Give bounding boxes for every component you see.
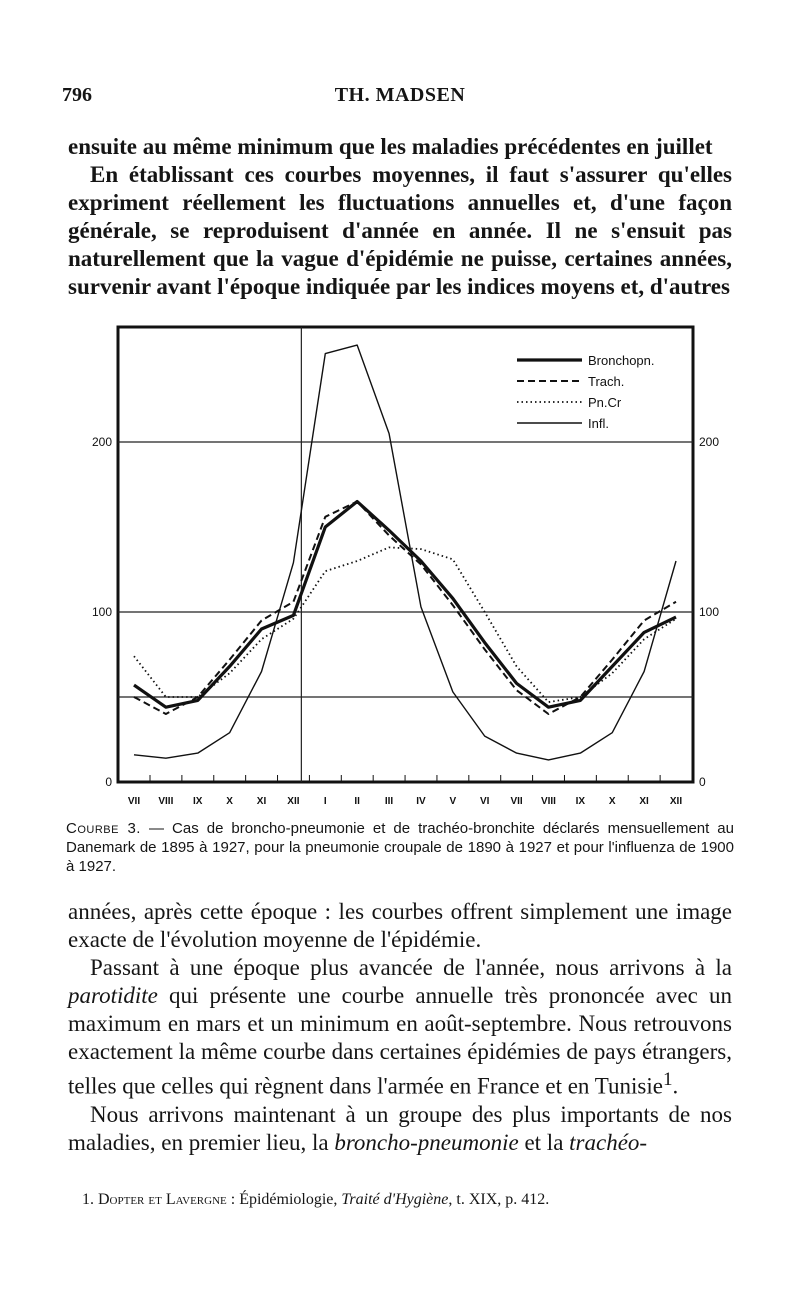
footnote-number: 1. (82, 1191, 94, 1208)
x-tick-label: IV (416, 796, 426, 807)
legend-label-3: Pn.Cr (588, 395, 622, 410)
p2-tail: . (672, 1073, 679, 1099)
x-tick-label: XII (287, 796, 300, 807)
legend-label-1: Bronchopn. (588, 353, 655, 368)
legend-label-2: Trach. (588, 374, 625, 389)
bottom-paragraph-2 (68, 954, 732, 1101)
caption-text: — Cas de broncho-pneumonie et de trachéo-bronchite déclarés mensuellement au Danemark de 1895 à 1927, pour la pneumonie croupale de 1890 à 1927 et pour l'influenza de 1900 à 1927. (66, 820, 734, 875)
p2-start: Passant à une époque plus avancée de l'année, nous arrivons à la (90, 955, 732, 980)
x-tick-label: VIII (158, 796, 174, 807)
seasonal-curves-chart (0, 310, 800, 815)
y-tick-right-200: 200 (699, 435, 720, 449)
x-tick-label: XII (669, 796, 683, 807)
footnote-sep: : Épidémiologie, (226, 1191, 342, 1208)
p2-end: qui présente une courbe annuelle très prononcée avec un maximum en mars et un minimum en août-septembre. Nous retrouvons exactement la même courbe dans certaines épidémies de pays étrangers, telles que celles qui règnent dans l'armée en France et en Tunisie (68, 983, 732, 1099)
y-tick-left-0: 0 (105, 775, 112, 789)
p3-term-2: trachéo- (569, 1129, 648, 1155)
footnote-authors: Dopter et Lavergne (98, 1191, 227, 1208)
x-tick-label: IX (575, 796, 586, 807)
top-paragraph-1: ensuite au même minimum que les maladies précédentes en juillet (68, 134, 713, 159)
p3-start: Nous arrivons maintenant à un groupe des plus importants de nos maladies, en premier lieu, la (68, 1101, 732, 1155)
footnote (82, 1191, 722, 1209)
bottom-text (68, 898, 732, 1157)
p2-term: parotidite (68, 983, 158, 1008)
legend-label-4: Infl. (588, 416, 609, 431)
page-number: 796 (62, 84, 92, 106)
bottom-paragraph-1: années, après cette époque : les courbes offrent simplement une image exacte de l'évolution moyenne de l'épidémie. (68, 899, 732, 952)
footnote-ref-text: , t. XIX, p. 412. (448, 1191, 550, 1208)
x-tick-label: X (608, 796, 616, 807)
footnote-work: Traité d'Hygiène (341, 1191, 449, 1208)
series-line-3 (134, 547, 676, 702)
y-tick-right-0: 0 (699, 775, 706, 789)
caption-label: Courbe 3. (66, 820, 141, 837)
bottom-paragraph-3 (68, 1101, 732, 1157)
y-tick-right-100: 100 (699, 605, 720, 619)
y-tick-left-100: 100 (91, 605, 112, 619)
top-text (68, 133, 732, 301)
x-tick-label: VII (510, 796, 523, 807)
x-tick-label: VII (127, 796, 141, 807)
x-tick-label: XI (256, 796, 267, 807)
x-tick-label: VIII (540, 796, 556, 807)
p3-term-1: broncho-pneumonie (334, 1129, 519, 1155)
running-title: TH. MADSEN (334, 84, 466, 106)
x-tick-label: X (226, 796, 233, 807)
footnote-ref[interactable]: 1 (662, 1069, 673, 1090)
x-tick-label: VI (479, 796, 490, 807)
x-tick-label: II (354, 796, 360, 807)
x-tick-label: XI (639, 796, 649, 807)
x-tick-label: III (384, 796, 394, 807)
p3-mid: et la (518, 1129, 570, 1155)
top-paragraph-2: En établissant ces courbes moyennes, il faut s'assurer qu'elles expriment réellement les fluctuations annuelles et, d'une façon générale, se reproduisent d'année en année. Il ne s'ensuit pas naturellement que la vague d'épidémie ne puisse, certaines années, survenir avant l'époque indiquée par les indices moyens et, d'autres (68, 162, 732, 299)
x-tick-label: IX (193, 796, 203, 807)
x-tick-label: I (323, 796, 327, 807)
figure-caption (66, 819, 734, 876)
x-tick-label: V (449, 796, 457, 807)
y-tick-left-200: 200 (91, 435, 112, 449)
